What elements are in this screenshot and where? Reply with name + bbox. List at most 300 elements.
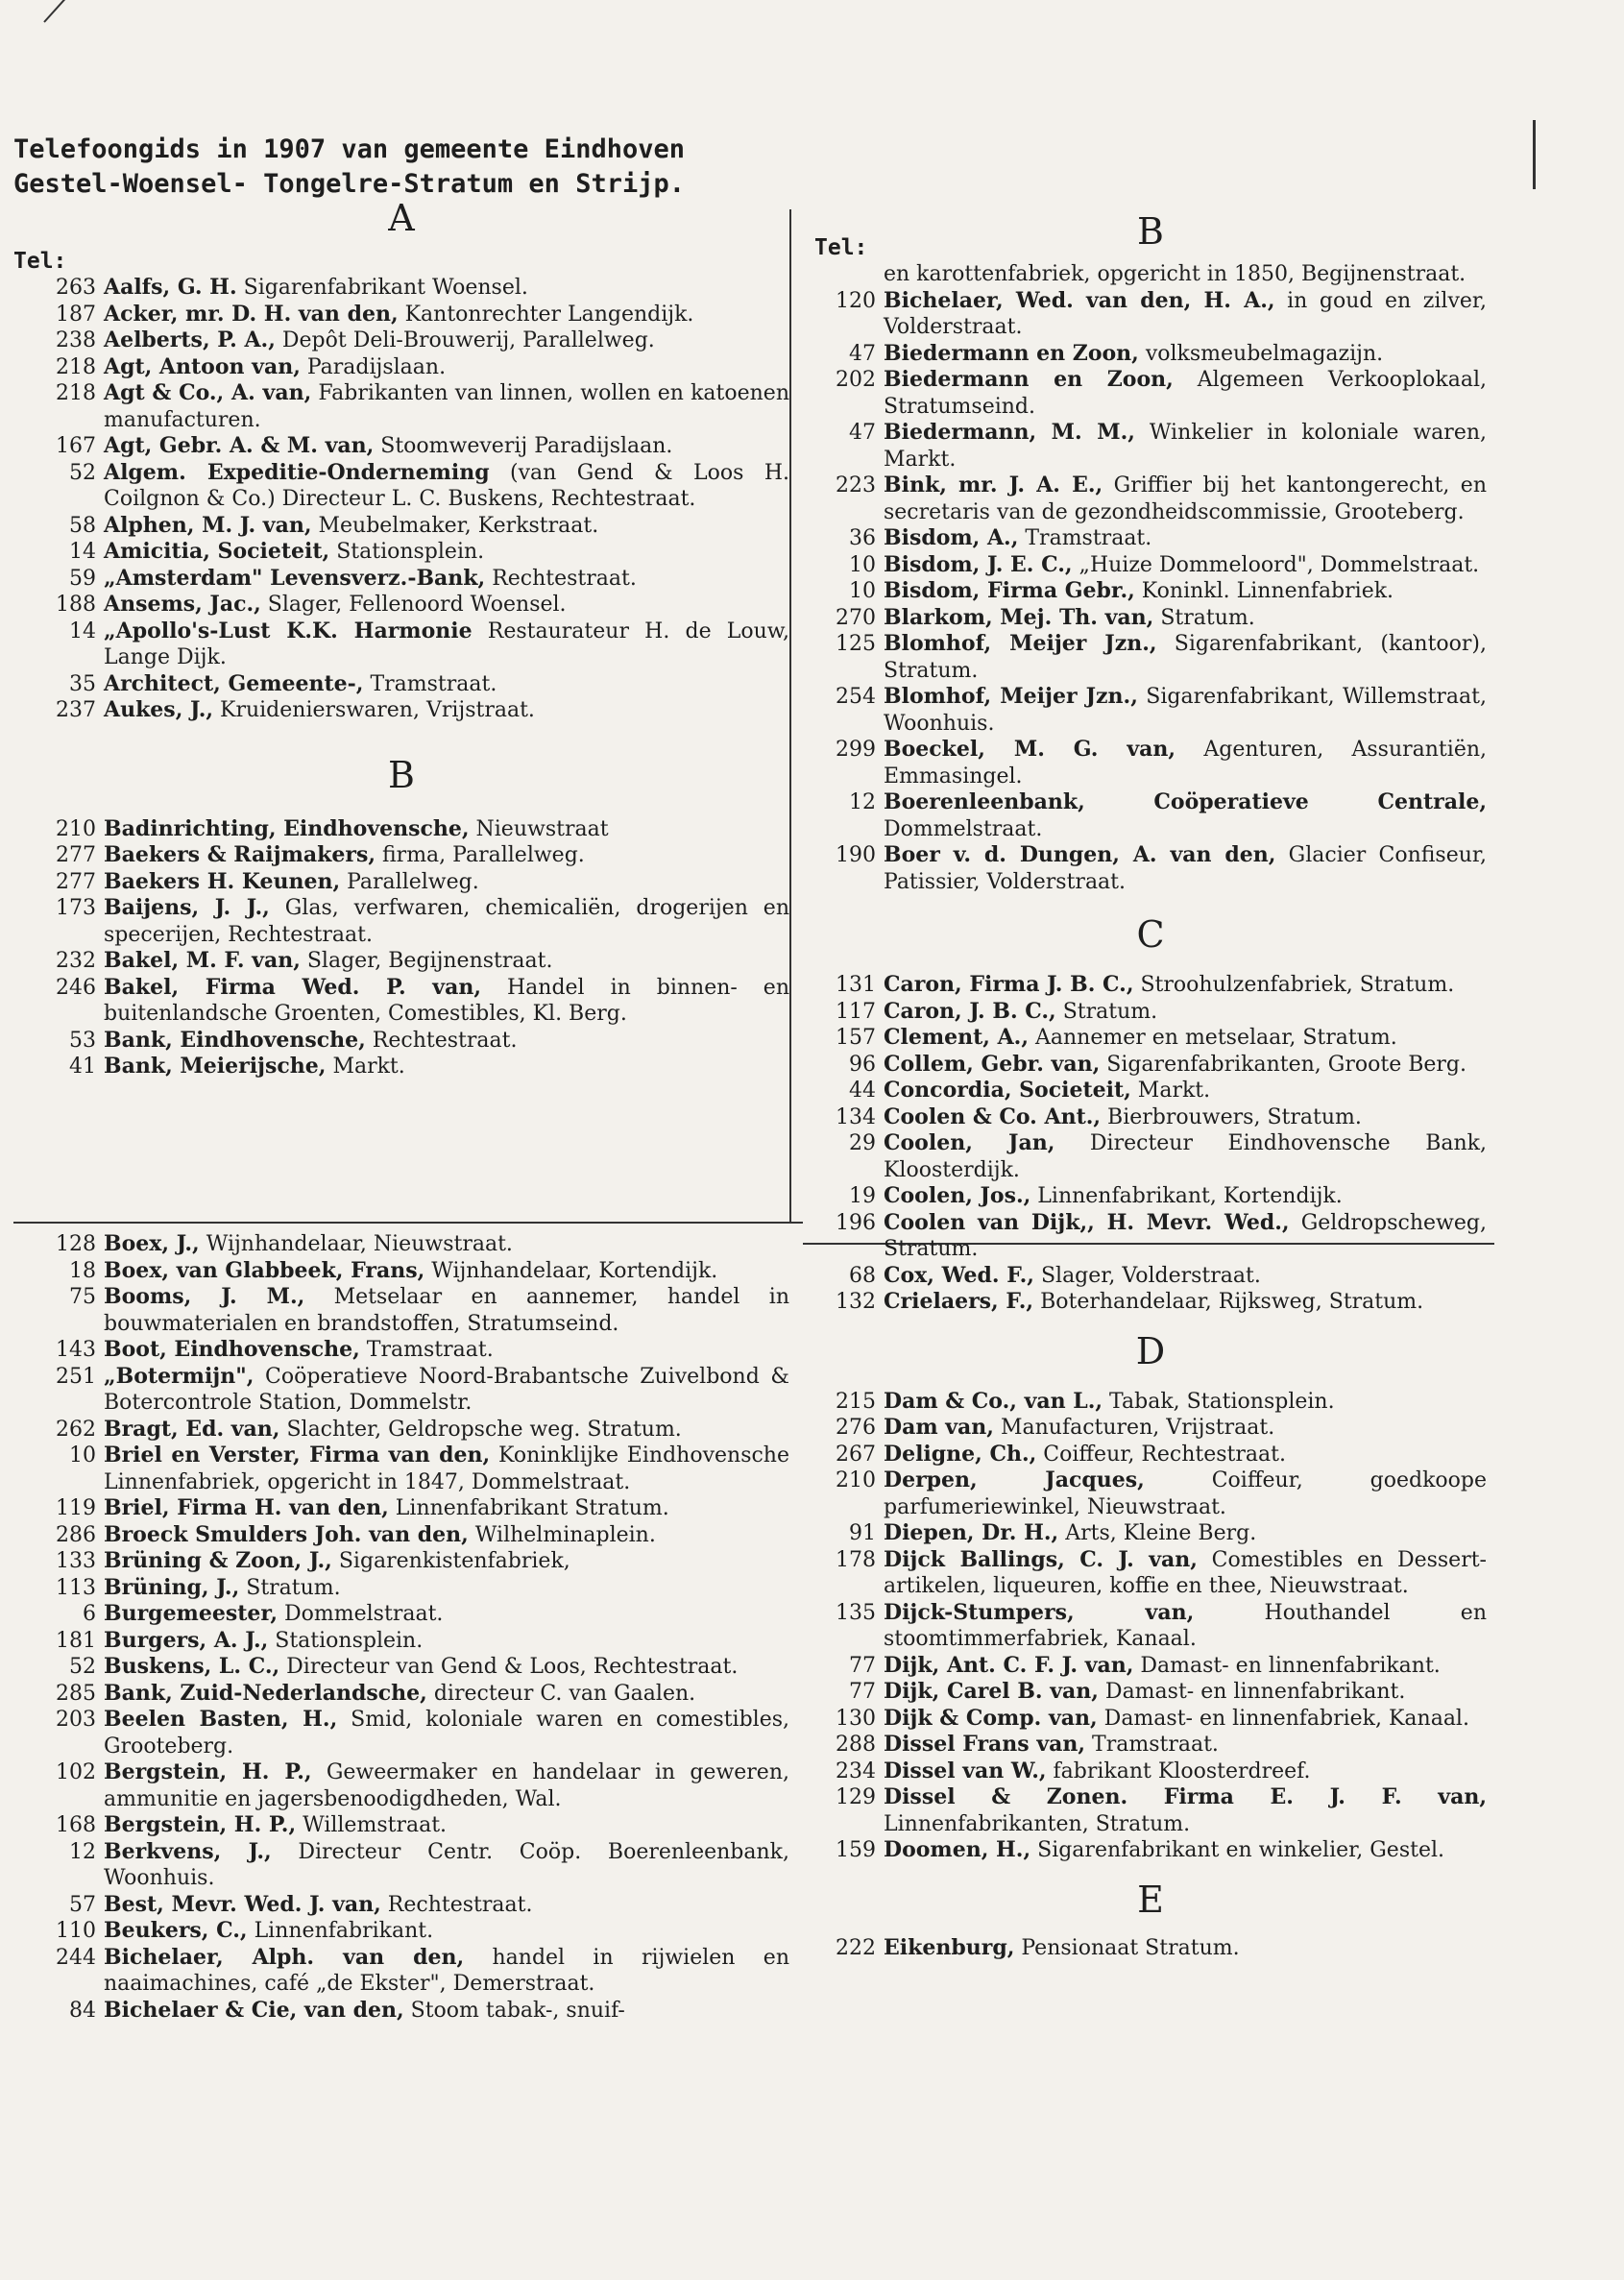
- entry-details: Stationsplein.: [329, 540, 485, 564]
- entry-name: „Apollo's-Lust K.K. Harmonie: [104, 618, 473, 643]
- entry-details: Linnenfabrikant Stratum.: [388, 1496, 669, 1520]
- entry-details: Sigarenfabrikant, (kantoor), Stratum.: [884, 632, 1487, 683]
- entry-name: Bank, Meierijsche,: [104, 1054, 327, 1079]
- phone-number: 190: [836, 843, 876, 867]
- entry-text: [104, 1028, 789, 1055]
- phone-number: 286: [56, 1522, 96, 1547]
- entry-details: Stratum.: [239, 1575, 341, 1600]
- entry-text: [884, 1935, 1487, 1962]
- phone-number: 157: [836, 1026, 876, 1050]
- entry-text: [104, 1443, 789, 1495]
- entry-text: [884, 605, 1487, 632]
- phone-number: 6: [83, 1602, 96, 1626]
- entry-name: Brüning & Zoon, J.,: [104, 1548, 332, 1573]
- entry-name: Bergstein, H. P.,: [104, 1812, 297, 1837]
- phone-number: 18: [69, 1258, 96, 1283]
- entry-name: Caron, J. B. C.,: [884, 998, 1056, 1024]
- entry-text: [884, 1600, 1487, 1653]
- directory-entry: [814, 288, 1487, 341]
- entry-text: [884, 1289, 1487, 1316]
- entry-text: [104, 327, 789, 354]
- entry-text: [104, 1998, 789, 2025]
- tel-label-right: [814, 261, 884, 288]
- directory-entry: [13, 1522, 789, 1549]
- phone-number: 96: [849, 1052, 876, 1077]
- pen-slash-mark: [43, 0, 89, 23]
- entry-name: Caron, Firma J. B. C.,: [884, 972, 1134, 997]
- entry-name: Briel, Firma H. van den,: [104, 1495, 389, 1520]
- directory-entry: [814, 1784, 1487, 1837]
- directory-entry: [814, 999, 1487, 1026]
- entry-details: Wijnhandelaar, Nieuwstraat.: [199, 1232, 513, 1256]
- phone-number: 84: [69, 1998, 96, 2023]
- directory-entry: [814, 1520, 1487, 1547]
- directory-entry: [814, 1025, 1487, 1052]
- phone-number: 52: [69, 1655, 96, 1679]
- entry-details: Winkelier in koloniale waren, Markt.: [884, 421, 1487, 472]
- entry-details: Koninklijke Eindhovensche Linnenfabriek, opgericht in 1847, Dommelstraat.: [104, 1443, 789, 1494]
- directory-entry: [814, 552, 1487, 579]
- edge-mark: [1533, 120, 1536, 189]
- entry-text: [104, 1918, 789, 1945]
- phone-number: 130: [836, 1706, 876, 1731]
- entry-details: Rechtestraat.: [380, 1892, 533, 1917]
- phone-number: 234: [836, 1759, 876, 1783]
- continuation-entry: [814, 261, 1487, 288]
- entry-details: Kantonrechter Langendijk.: [398, 302, 694, 327]
- entry-details: Geweermaker en handelaar in geweren, ammunitie en jagersbenoodigdheden, Wal.: [104, 1760, 789, 1811]
- phone-number: 262: [56, 1417, 96, 1442]
- entry-text: [884, 1653, 1487, 1680]
- entry-name: Boer v. d. Dungen, A. van den,: [884, 842, 1276, 867]
- phone-number: 12: [849, 790, 876, 814]
- entry-name: Derpen, Jacques,: [884, 1467, 1145, 1492]
- entry-name: Berkvens, J.,: [104, 1838, 272, 1864]
- directory-entry: [814, 1547, 1487, 1600]
- entry-details: Pensionaat Stratum.: [1014, 1935, 1240, 1960]
- entry-text: [104, 1495, 789, 1522]
- directory-entry: [13, 1575, 789, 1602]
- directory-entry: [13, 975, 789, 1028]
- entry-details: Metselaar en aannemer, handel in bouwmaterialen en brandstoffen, Stratumseind.: [104, 1285, 789, 1336]
- entry-details: Glas, verfwaren, chemicaliën, drogerijen en specerijen, Rechtestraat.: [104, 896, 789, 947]
- entry-name: Aalfs, G. H.: [104, 275, 237, 300]
- entry-name: Dijck Ballings, C. J. van,: [884, 1546, 1198, 1572]
- phone-number: 128: [56, 1232, 96, 1256]
- entry-name: Eikenburg,: [884, 1934, 1015, 1960]
- entry-name: Boerenleenbank, Coöperatieve Centrale,: [884, 789, 1487, 814]
- directory-entry: [814, 1210, 1487, 1263]
- directory-entry: [814, 605, 1487, 632]
- tel-label: Tel:: [13, 249, 67, 274]
- directory-entry: [814, 1679, 1487, 1706]
- entry-name: Beukers, C.,: [104, 1918, 248, 1943]
- phone-number: 244: [56, 1945, 96, 1970]
- phone-number: 29: [849, 1131, 876, 1155]
- entry-details: Directeur van Gend & Loos, Rechtestraat.: [279, 1655, 739, 1679]
- entry-details: fabrikant Kloosterdreef.: [1046, 1759, 1311, 1783]
- entry-name: Blarkom, Mej. Th. van,: [884, 604, 1154, 630]
- entry-name: Bank, Eindhovensche,: [104, 1027, 366, 1053]
- entry-name: Dissel van W.,: [884, 1758, 1047, 1783]
- phone-number: 299: [836, 738, 876, 762]
- entry-details: Tramstraat.: [359, 1338, 494, 1362]
- phone-number: 188: [56, 593, 96, 617]
- entries-b: [13, 816, 789, 1080]
- phone-number: 167: [56, 434, 96, 458]
- entry-text: [884, 737, 1487, 789]
- phone-number: 132: [836, 1290, 876, 1314]
- entry-details: directeur C. van Gaalen.: [426, 1681, 696, 1706]
- phone-number: 125: [836, 632, 876, 656]
- entry-text: [104, 1628, 789, 1655]
- entry-name: Bergstein, H. P.,: [104, 1759, 312, 1784]
- phone-number: 168: [56, 1813, 96, 1837]
- entry-text: [884, 1679, 1487, 1706]
- entry-text: [104, 1364, 789, 1417]
- phone-number: 285: [56, 1681, 96, 1706]
- entry-details: Damast- en linnenfabrikant.: [1133, 1653, 1441, 1678]
- directory-entry: [13, 275, 789, 302]
- entry-details: Algemeen Verkooplokaal, Stratumseind.: [884, 368, 1487, 419]
- entry-details: Smid, koloniale waren en comestibles, Grooteberg.: [104, 1708, 789, 1759]
- phone-number: 159: [836, 1838, 876, 1862]
- directory-entry: [814, 420, 1487, 473]
- entry-details: Bierbrouwers, Stratum.: [1101, 1104, 1362, 1129]
- directory-entry: [13, 1443, 789, 1495]
- directory-entry: [814, 1935, 1487, 1962]
- entry-text: [884, 1263, 1487, 1290]
- entry-text: [104, 619, 789, 671]
- entry-name: Acker, mr. D. H. van den,: [104, 301, 399, 327]
- entry-details: (van Gend & Loos H. Coilgnon & Co.) Directeur L. C. Buskens, Rechtestraat.: [104, 460, 789, 511]
- phone-number: 119: [56, 1496, 96, 1520]
- phone-number: 53: [69, 1028, 96, 1053]
- phone-number: 270: [836, 605, 876, 630]
- phone-number: 47: [849, 421, 876, 445]
- directory-entry: [13, 592, 789, 619]
- directory-entry: [13, 1284, 789, 1337]
- phone-number: 238: [56, 328, 96, 352]
- entry-text: [104, 1054, 789, 1080]
- phone-number: 196: [836, 1210, 876, 1235]
- entry-text: [104, 460, 789, 513]
- directory-entry: [13, 302, 789, 328]
- entry-text: [884, 684, 1487, 737]
- entry-details: Willemstraat.: [296, 1813, 448, 1837]
- phone-number: 77: [849, 1680, 876, 1704]
- entry-text: [104, 1284, 789, 1337]
- phone-number: 129: [836, 1785, 876, 1809]
- entry-text: [884, 1052, 1487, 1079]
- directory-entry: [13, 1601, 789, 1628]
- entry-details: Nieuwstraat: [469, 816, 609, 841]
- phone-number: 57: [69, 1892, 96, 1917]
- entry-name: Bisdom, Firma Gebr.,: [884, 578, 1135, 603]
- entry-text: [104, 1575, 789, 1602]
- phone-number: 120: [836, 288, 876, 313]
- entry-name: Bisdom, J. E. C.,: [884, 551, 1073, 577]
- entry-details: Geldropscheweg, Stratum.: [884, 1210, 1487, 1261]
- entry-name: Coolen van Dijk,, H. Mevr. Wed.,: [884, 1209, 1290, 1235]
- directory-entry: [13, 1548, 789, 1575]
- entry-text: [884, 1389, 1487, 1416]
- phone-number: 173: [56, 896, 96, 920]
- directory-entry: [814, 789, 1487, 842]
- phone-number: 202: [836, 368, 876, 392]
- directory-entry: [814, 473, 1487, 525]
- directory-entry: [13, 948, 789, 975]
- phone-number: 237: [56, 698, 96, 722]
- directory-entry: [13, 1654, 789, 1681]
- entry-text: [104, 302, 789, 328]
- phone-number: 134: [836, 1104, 876, 1129]
- entry-name: „Botermijn",: [104, 1363, 255, 1389]
- entry-name: Broeck Smulders Joh. van den,: [104, 1521, 469, 1547]
- tel-label-right-col: Tel:: [814, 234, 868, 260]
- header-line-1: Telefoongids in 1907 van gemeente Eindhoven: [13, 134, 685, 164]
- directory-entry: [13, 460, 789, 513]
- entry-text: [104, 513, 789, 540]
- entry-name: Baekers & Raijmakers,: [104, 842, 376, 867]
- phone-number: 267: [836, 1442, 876, 1467]
- phone-number: 288: [836, 1733, 876, 1757]
- entry-name: Bichelaer, Alph. van den,: [104, 1944, 465, 1970]
- entry-name: Boot, Eindhovensche,: [104, 1337, 360, 1362]
- phone-number: 232: [56, 949, 96, 973]
- entry-text: [104, 1681, 789, 1708]
- section-letter-b: B: [388, 753, 415, 796]
- directory-entry: [13, 1839, 789, 1892]
- column-divider: [789, 209, 791, 1224]
- entry-text: [884, 1078, 1487, 1104]
- entry-details: Tabak, Stationsplein.: [1103, 1389, 1335, 1414]
- directory-entry: [814, 1600, 1487, 1653]
- directory-entry: [814, 1837, 1487, 1864]
- phone-number: 44: [849, 1079, 876, 1103]
- entry-details: Damast- en linnenfabrikant.: [1098, 1680, 1406, 1704]
- entry-name: Dijk, Ant. C. F. J. van,: [884, 1652, 1134, 1678]
- entry-name: Bakel, M. F. van,: [104, 948, 301, 973]
- entry-name: Agt & Co., A. van,: [104, 380, 312, 405]
- directory-entry: [814, 631, 1487, 684]
- entry-details: Fabrikanten van linnen, wollen en katoenen manufacturen.: [104, 381, 790, 432]
- directory-entry: [13, 354, 789, 381]
- directory-entry: [13, 1681, 789, 1708]
- entry-text: [104, 671, 789, 698]
- phone-number: 223: [836, 473, 876, 497]
- entry-text: [884, 972, 1487, 999]
- phone-number: 215: [836, 1389, 876, 1414]
- entries-b-continued: [13, 1231, 789, 2024]
- entry-text: [884, 367, 1487, 420]
- entry-name: Boex, J.,: [104, 1231, 200, 1256]
- entry-details: Stoom tabak-, snuif-: [403, 1998, 625, 2023]
- directory-entry: [13, 1258, 789, 1285]
- entry-text: [104, 275, 789, 302]
- directory-entry: [814, 1389, 1487, 1416]
- phone-number: 91: [849, 1521, 876, 1545]
- entry-name: Clement, A.,: [884, 1025, 1030, 1050]
- entry-name: Doomen, H.,: [884, 1837, 1031, 1862]
- entry-name: Ansems, Jac.,: [104, 592, 261, 617]
- entry-details: Tramstraat.: [1085, 1733, 1219, 1757]
- phone-number: 10: [849, 552, 876, 577]
- directory-entry: [814, 1183, 1487, 1210]
- left-column-bottom: [13, 1231, 789, 2024]
- entry-name: „Amsterdam" Levensverz.-Bank,: [104, 565, 486, 591]
- entry-name: Best, Mevr. Wed. J. van,: [104, 1891, 381, 1917]
- entry-details: in goud en zilver, Volderstraat.: [884, 288, 1487, 339]
- section-letter-b-right: B: [1137, 210, 1164, 253]
- entry-name: Aelberts, P. A.,: [104, 327, 276, 352]
- phone-number: 222: [836, 1935, 876, 1960]
- entry-name: Bisdom, A.,: [884, 525, 1019, 550]
- entry-details: volksmeubelmagazijn.: [1138, 341, 1384, 366]
- entry-details: Restaurateur H. de Louw, Lange Dijk.: [104, 619, 789, 669]
- directory-entry: [814, 1104, 1487, 1131]
- entry-details: Coiffeur, goedkoope parfumeriewinkel, Nieuwstraat.: [884, 1468, 1488, 1519]
- directory-entry: [814, 1706, 1487, 1733]
- directory-entry: [13, 1892, 789, 1919]
- entry-text: [104, 1258, 789, 1285]
- entry-name: Dijk & Comp. van,: [884, 1705, 1098, 1731]
- entry-name: Brüning, J.,: [104, 1574, 240, 1600]
- phone-number: 254: [836, 685, 876, 709]
- phone-number: 77: [849, 1653, 876, 1678]
- directory-entry: [814, 341, 1487, 368]
- phone-number: 263: [56, 276, 96, 300]
- entry-name: Dam van,: [884, 1415, 994, 1440]
- directory-entry: [814, 1467, 1487, 1520]
- phone-number: 218: [56, 354, 96, 379]
- entry-name: Bakel, Firma Wed. P. van,: [104, 974, 481, 1000]
- entry-details: handel in rijwielen en naaimachines, café „de Ekster", Demerstraat.: [104, 1945, 789, 1996]
- entry-details: Agenturen, Assurantiën, Emmasingel.: [884, 738, 1487, 788]
- entry-name: Blomhof, Meijer Jzn.,: [884, 684, 1138, 709]
- phone-number: 12: [69, 1839, 96, 1864]
- entry-details: Rechtestraat.: [485, 566, 637, 591]
- directory-entry: [13, 1918, 789, 1945]
- entry-details: Linnenfabrikant, Kortendijk.: [1030, 1184, 1343, 1208]
- entry-text: [884, 1467, 1487, 1520]
- entry-name: Biedermann en Zoon,: [884, 367, 1174, 392]
- directory-entry: [814, 737, 1487, 789]
- phone-number: 117: [836, 999, 876, 1024]
- phone-number: 102: [56, 1760, 96, 1784]
- entry-name: Crielaers, F.,: [884, 1289, 1034, 1314]
- phone-number: 113: [56, 1575, 96, 1600]
- entry-name: Baekers H. Keunen,: [104, 868, 341, 894]
- phone-number: 203: [56, 1708, 96, 1732]
- section-letter-c: C: [1136, 913, 1165, 956]
- phone-number: 210: [836, 1468, 876, 1492]
- directory-entry: [13, 1028, 789, 1055]
- entry-name: Dijck-Stumpers, van,: [884, 1599, 1195, 1625]
- directory-entry: [13, 380, 789, 433]
- entry-name: Dissel Frans van,: [884, 1732, 1086, 1757]
- directory-entry: [13, 1231, 789, 1258]
- phone-number: 68: [849, 1263, 876, 1288]
- entry-name: Blomhof, Meijer Jzn.,: [884, 631, 1157, 656]
- directory-entry: [814, 842, 1487, 895]
- entry-name: Deligne, Ch.,: [884, 1441, 1037, 1467]
- entry-details: Dommelstraat.: [278, 1602, 444, 1626]
- entry-details: Stationsplein.: [268, 1628, 424, 1653]
- directory-entry: [814, 367, 1487, 420]
- phone-number: 187: [56, 302, 96, 327]
- entry-text: [884, 288, 1487, 341]
- entry-details: Sigarenfabrikant Woensel.: [236, 276, 528, 300]
- entry-details: Paradijslaan.: [300, 354, 447, 379]
- entry-details: Slager, Begijnenstraat.: [300, 949, 553, 973]
- entry-text: [884, 1130, 1487, 1183]
- phone-number: 10: [69, 1443, 96, 1467]
- directory-entry: [814, 1415, 1487, 1442]
- entry-text: [104, 354, 789, 381]
- phone-number: 251: [56, 1364, 96, 1389]
- entry-name: Boeckel, M. G. van,: [884, 737, 1176, 762]
- entry-text: [884, 1547, 1487, 1600]
- directory-entry: [13, 433, 789, 460]
- entry-details: Rechtestraat.: [365, 1028, 518, 1053]
- entry-name: Coolen & Co. Ant.,: [884, 1104, 1102, 1129]
- directory-entry: [814, 1653, 1487, 1680]
- entry-name: Diepen, Dr. H.,: [884, 1520, 1059, 1545]
- entry-name: Collem, Gebr. van,: [884, 1051, 1101, 1077]
- phone-number: 181: [56, 1628, 96, 1653]
- phone-number: 75: [69, 1285, 96, 1309]
- directory-entry: [13, 1759, 789, 1812]
- phone-number: 14: [69, 540, 96, 564]
- entry-details: Koninkl. Linnenfabriek.: [1134, 579, 1394, 603]
- entry-details: Comestibles en Dessert-artikelen, liqueuren, koffie en thee, Nieuwstraat.: [884, 1547, 1487, 1598]
- entry-text: [104, 1707, 789, 1759]
- entry-details: Coiffeur, Rechtestraat.: [1036, 1442, 1286, 1467]
- entry-name: Coolen, Jan,: [884, 1130, 1055, 1155]
- entry-text: [104, 1839, 789, 1892]
- entries-b-right: [814, 288, 1487, 896]
- entry-name: Alphen, M. J. van,: [104, 512, 312, 538]
- entry-text: [104, 1892, 789, 1919]
- directory-entry: [13, 1364, 789, 1417]
- phone-number: 131: [836, 973, 876, 997]
- directory-entry: [13, 1628, 789, 1655]
- right-column: [814, 206, 1487, 1961]
- directory-entry: [13, 539, 789, 566]
- entry-text: [884, 1759, 1487, 1785]
- directory-entry: [13, 1707, 789, 1759]
- entry-text: [104, 1337, 789, 1364]
- entry-name: Biedermann en Zoon,: [884, 340, 1139, 366]
- entry-text: [884, 1837, 1487, 1864]
- entry-details: Tramstraat.: [1018, 526, 1152, 550]
- directory-entry: [13, 697, 789, 724]
- directory-entry: [13, 566, 789, 593]
- entries-c: [814, 972, 1487, 1316]
- entry-text: [884, 789, 1487, 842]
- entry-details: Sigarenfabrikant en winkelier, Gestel.: [1030, 1838, 1444, 1862]
- entry-name: Burgers, A. J.,: [104, 1627, 269, 1653]
- phone-number: 52: [69, 460, 96, 485]
- continuation-text: en karottenfabriek, opgericht in 1850, Begijnenstraat.: [884, 262, 1466, 286]
- phone-number: 58: [69, 513, 96, 538]
- entry-details: Manufacturen, Vrijstraat.: [993, 1416, 1275, 1440]
- entry-name: Bichelaer, Wed. van den, H. A.,: [884, 287, 1275, 313]
- entry-name: Bragt, Ed. van,: [104, 1416, 280, 1442]
- entries-d: [814, 1389, 1487, 1864]
- entry-name: Beelen Basten, H.,: [104, 1707, 338, 1732]
